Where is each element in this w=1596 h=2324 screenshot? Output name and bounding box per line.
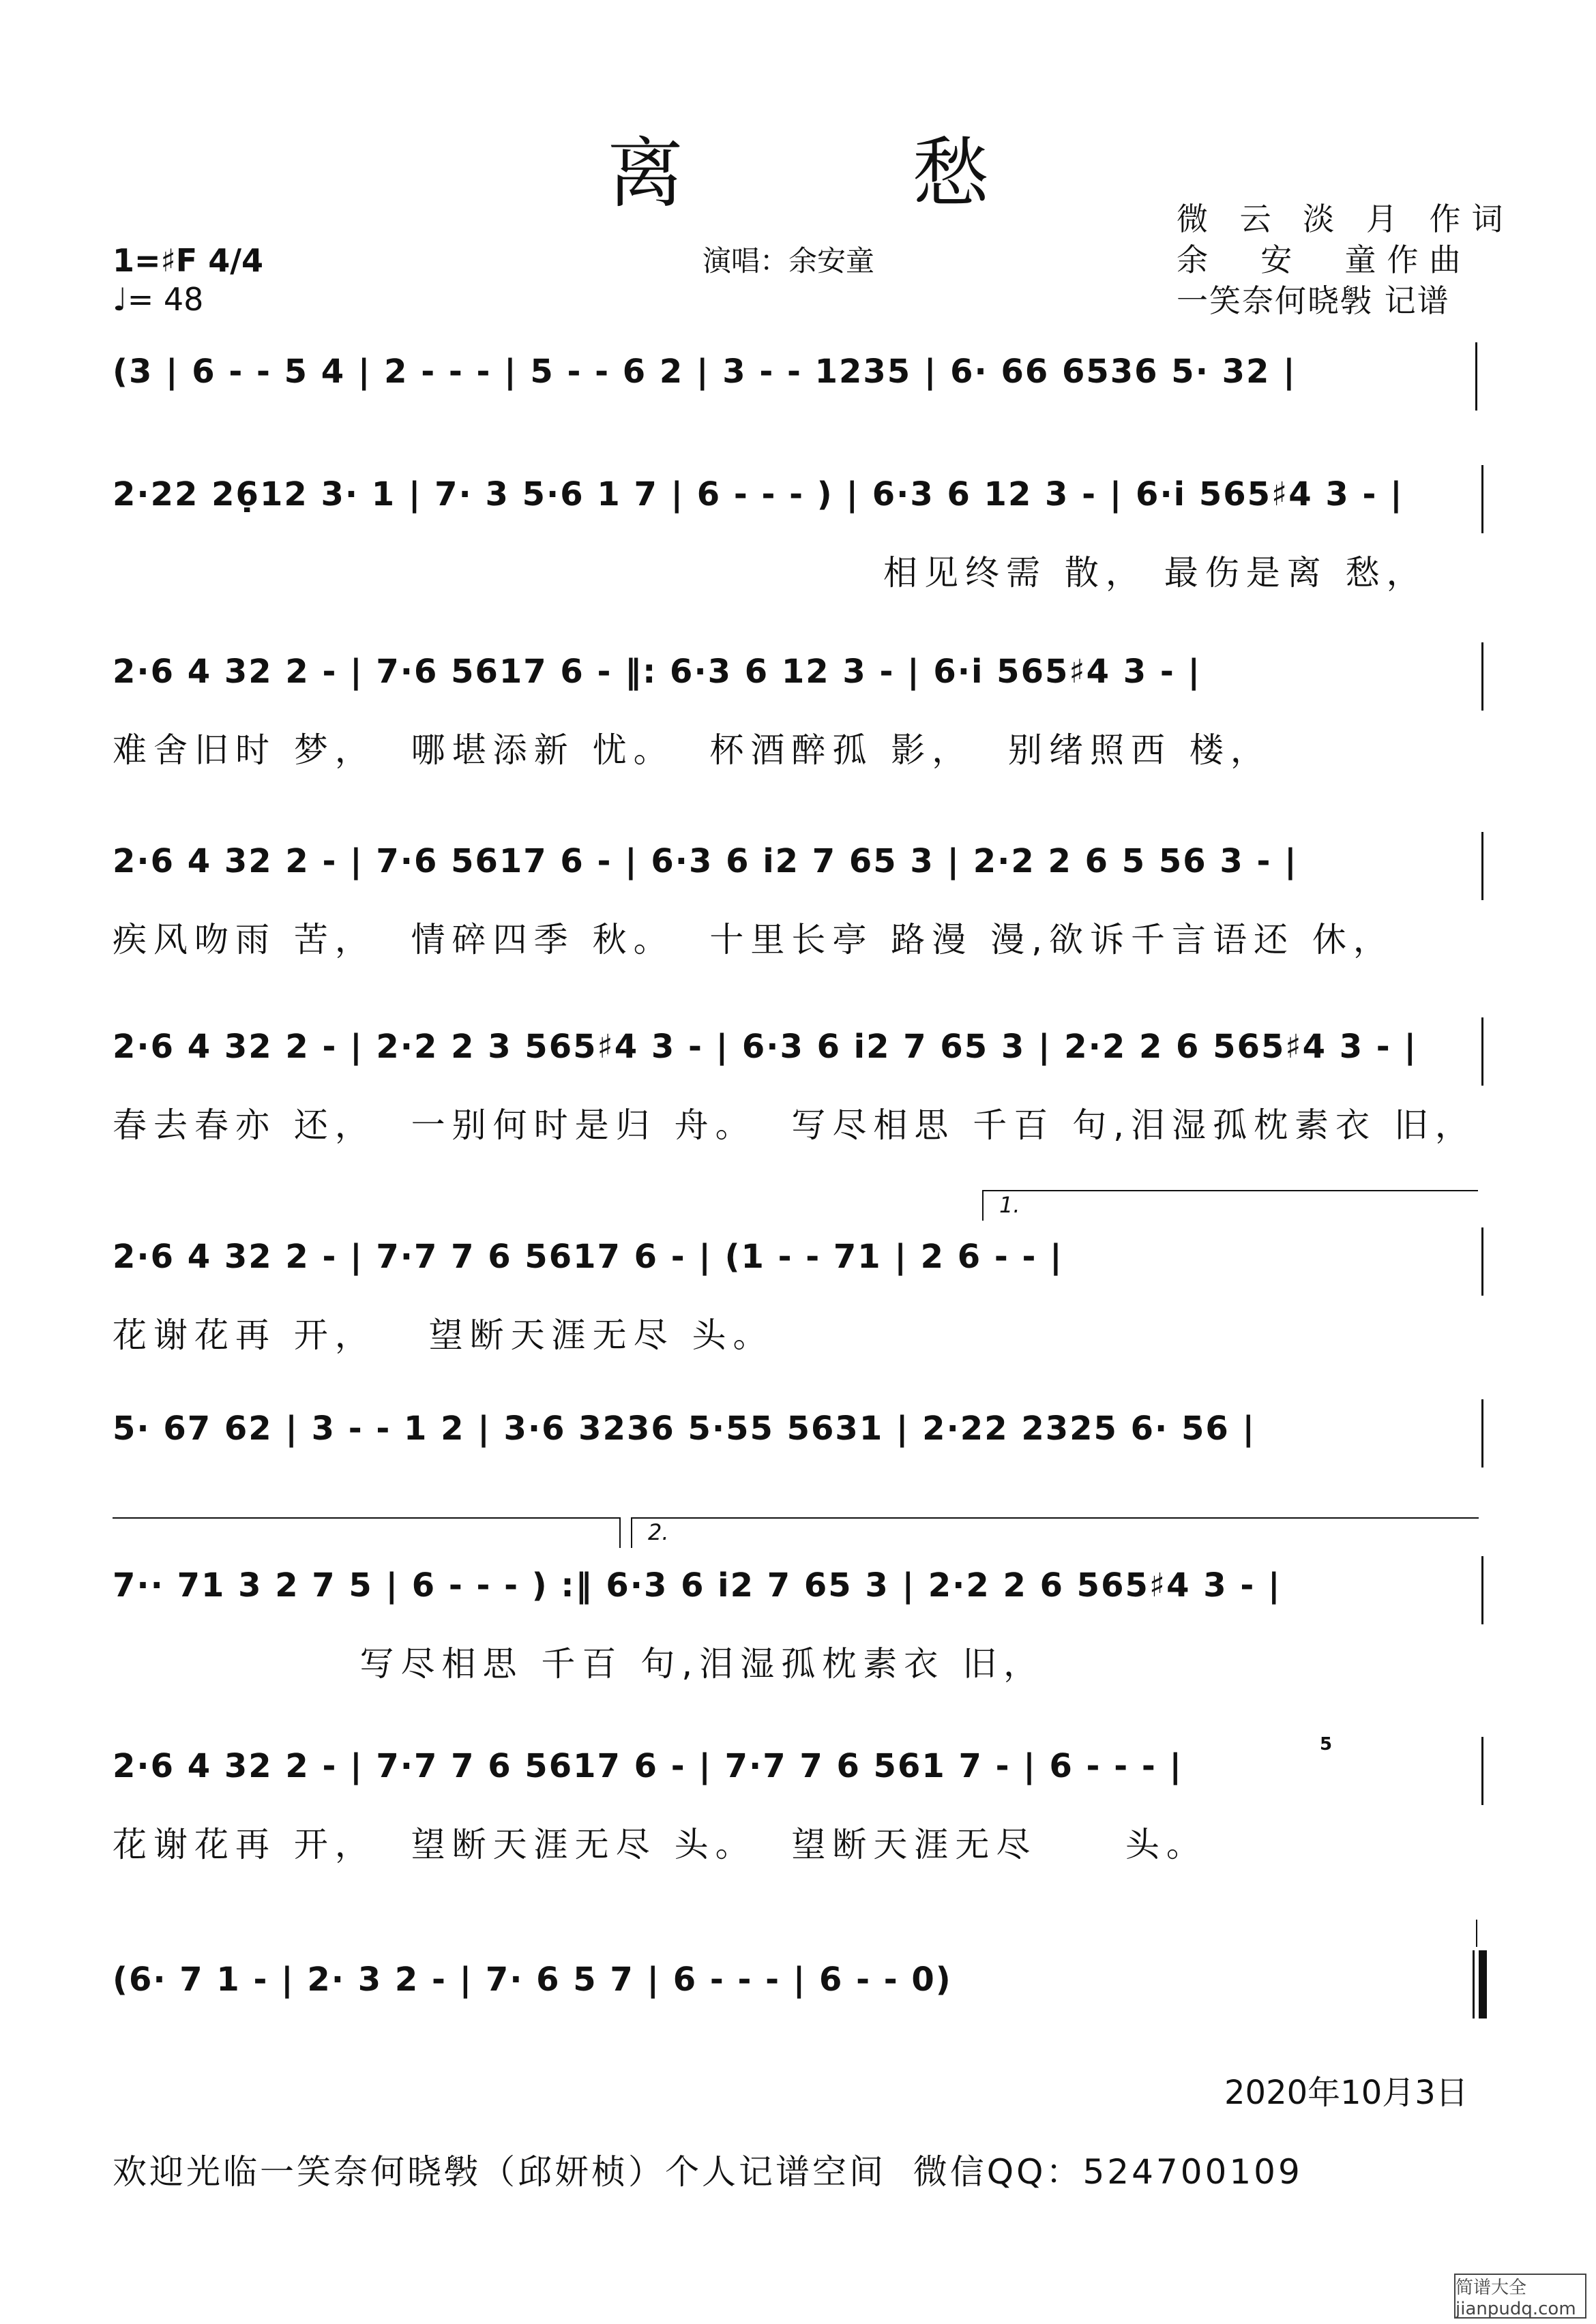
lyrics-line: 疾风吻雨 苦， 情碎四季 秋。 十里长亭 路漫 漫,欲诉千言语还 休， <box>113 920 1394 959</box>
barline <box>1481 465 1483 533</box>
final-barline-thin <box>1473 1950 1475 2018</box>
notation-line: 7·· 71 3 2 7 5 | 6 - - - ) :‖ 6·3 6 i2 7 65 3 | 2·2 2 6 565♯4 3 - | <box>113 1566 1282 1605</box>
barline <box>1481 1399 1483 1468</box>
volta-bracket-1-edge <box>982 1190 984 1221</box>
site-logo-text: 简谱大全 jianpudq.com <box>1455 2277 1576 2319</box>
lyrics-line: 难舍旧时 梦， 哪堪添新 忧。 杯酒醉孤 影， 别绪照西 楼， <box>113 730 1271 770</box>
lyrics-line: 花谢花再 开， 望断天涯无尽 头。 <box>113 1315 774 1355</box>
lyrics-line: 写尽相思 千百 句,泪湿孤枕素衣 旧， <box>113 1644 1045 1684</box>
grace-note: 5 <box>1320 1734 1333 1755</box>
lyrics-line: 花谢花再 开， 望断天涯无尽 头。 望断天涯无尽 头。 <box>113 1825 1207 1864</box>
barline <box>1481 832 1483 900</box>
page-title: 离 愁 <box>607 130 1091 218</box>
volta-bracket-1 <box>982 1190 1478 1191</box>
transcriber-credit: 一笑奈何晓斅 记谱 <box>1177 282 1450 319</box>
volta-1-label: 1. <box>999 1192 1020 1218</box>
volta-bracket-1-continued <box>113 1517 621 1519</box>
notation-line: 2·6 4 32 2 - | 7·6 5617 6 - ‖: 6·3 6 12 3 - | 6·i 565♯4 3 - | <box>113 653 1201 691</box>
footer-text: 欢迎光临一笑奈何晓斅（邱妍桢）个人记谱空间 微信QQ：524700109 <box>113 2152 1303 2192</box>
notation-line: (6· 7 1 - | 2· 3 2 - | 7· 6 5 7 | 6 - - - | 6 - - 0) <box>113 1961 952 1999</box>
barline <box>1481 1556 1483 1624</box>
notation-line: 2·6 4 32 2 - | 7·7 7 6 5617 6 - | 7·7 7 6 561 7 - | 6 - - - | <box>113 1747 1183 1785</box>
barline <box>1481 1017 1483 1086</box>
lyrics-line: 春去春亦 还， 一别何时是归 舟。 写尽相思 千百 句,泪湿孤枕素衣 旧， <box>113 1105 1476 1145</box>
key-signature: 1=♯F 4/4 <box>113 242 264 279</box>
notation-line: 2·6 4 32 2 - | 7·6 5617 6 - | 6·3 6 i2 7 65 3 | 2·2 2 6 5 56 3 - | <box>113 842 1298 880</box>
site-logo[interactable] <box>1454 2274 1586 2319</box>
volta-bracket-1-end <box>619 1517 621 1548</box>
lyrics-line: 相见终需 散， 最伤是离 愁， <box>883 553 1428 593</box>
barline <box>1481 1227 1483 1296</box>
volta-bracket-2 <box>631 1517 1479 1519</box>
barline <box>1481 642 1483 711</box>
notation-line: 5· 67 62 | 3 - - 1 2 | 3·6 3236 5·55 5631 | 2·22 2325 6· 56 | <box>113 1410 1256 1448</box>
notation-line: 2·6 4 32 2 - | 7·7 7 6 5617 6 - | (1 - - 71 | 2 6 - - | <box>113 1238 1063 1276</box>
final-barline-thick <box>1479 1950 1487 2018</box>
date-text: 2020年10月3日 <box>1224 2074 1468 2112</box>
composer-credit: 余 安 童作曲 <box>1177 241 1472 278</box>
tempo-marking: ♩= 48 <box>113 281 204 318</box>
lyricist-credit: 微 云 淡 月 作词 <box>1177 200 1514 237</box>
final-bracket-edge <box>1476 1920 1477 1947</box>
barline <box>1475 342 1477 411</box>
barline <box>1481 1737 1483 1805</box>
singer-credit: 演唱：余安童 <box>703 244 875 278</box>
notation-line: 2·22 26̣12 3· 1 | 7· 3 5·6 1 7 | 6 - - - ) | 6·3 6 12 3 - | 6·i 565♯4 3 - | <box>113 475 1404 513</box>
volta-2-label: 2. <box>648 1519 669 1545</box>
notation-line: (3 | 6 - - 5 4 | 2 - - - | 5 - - 6 2 | 3 - - 1235 | 6· 66 6536 5· 32 | <box>113 353 1297 391</box>
notation-line: 2·6 4 32 2 - | 2·2 2 3 565♯4 3 - | 6·3 6 i2 7 65 3 | 2·2 2 6 565♯4 3 - | <box>113 1028 1417 1066</box>
volta-bracket-2-edge <box>631 1517 632 1548</box>
